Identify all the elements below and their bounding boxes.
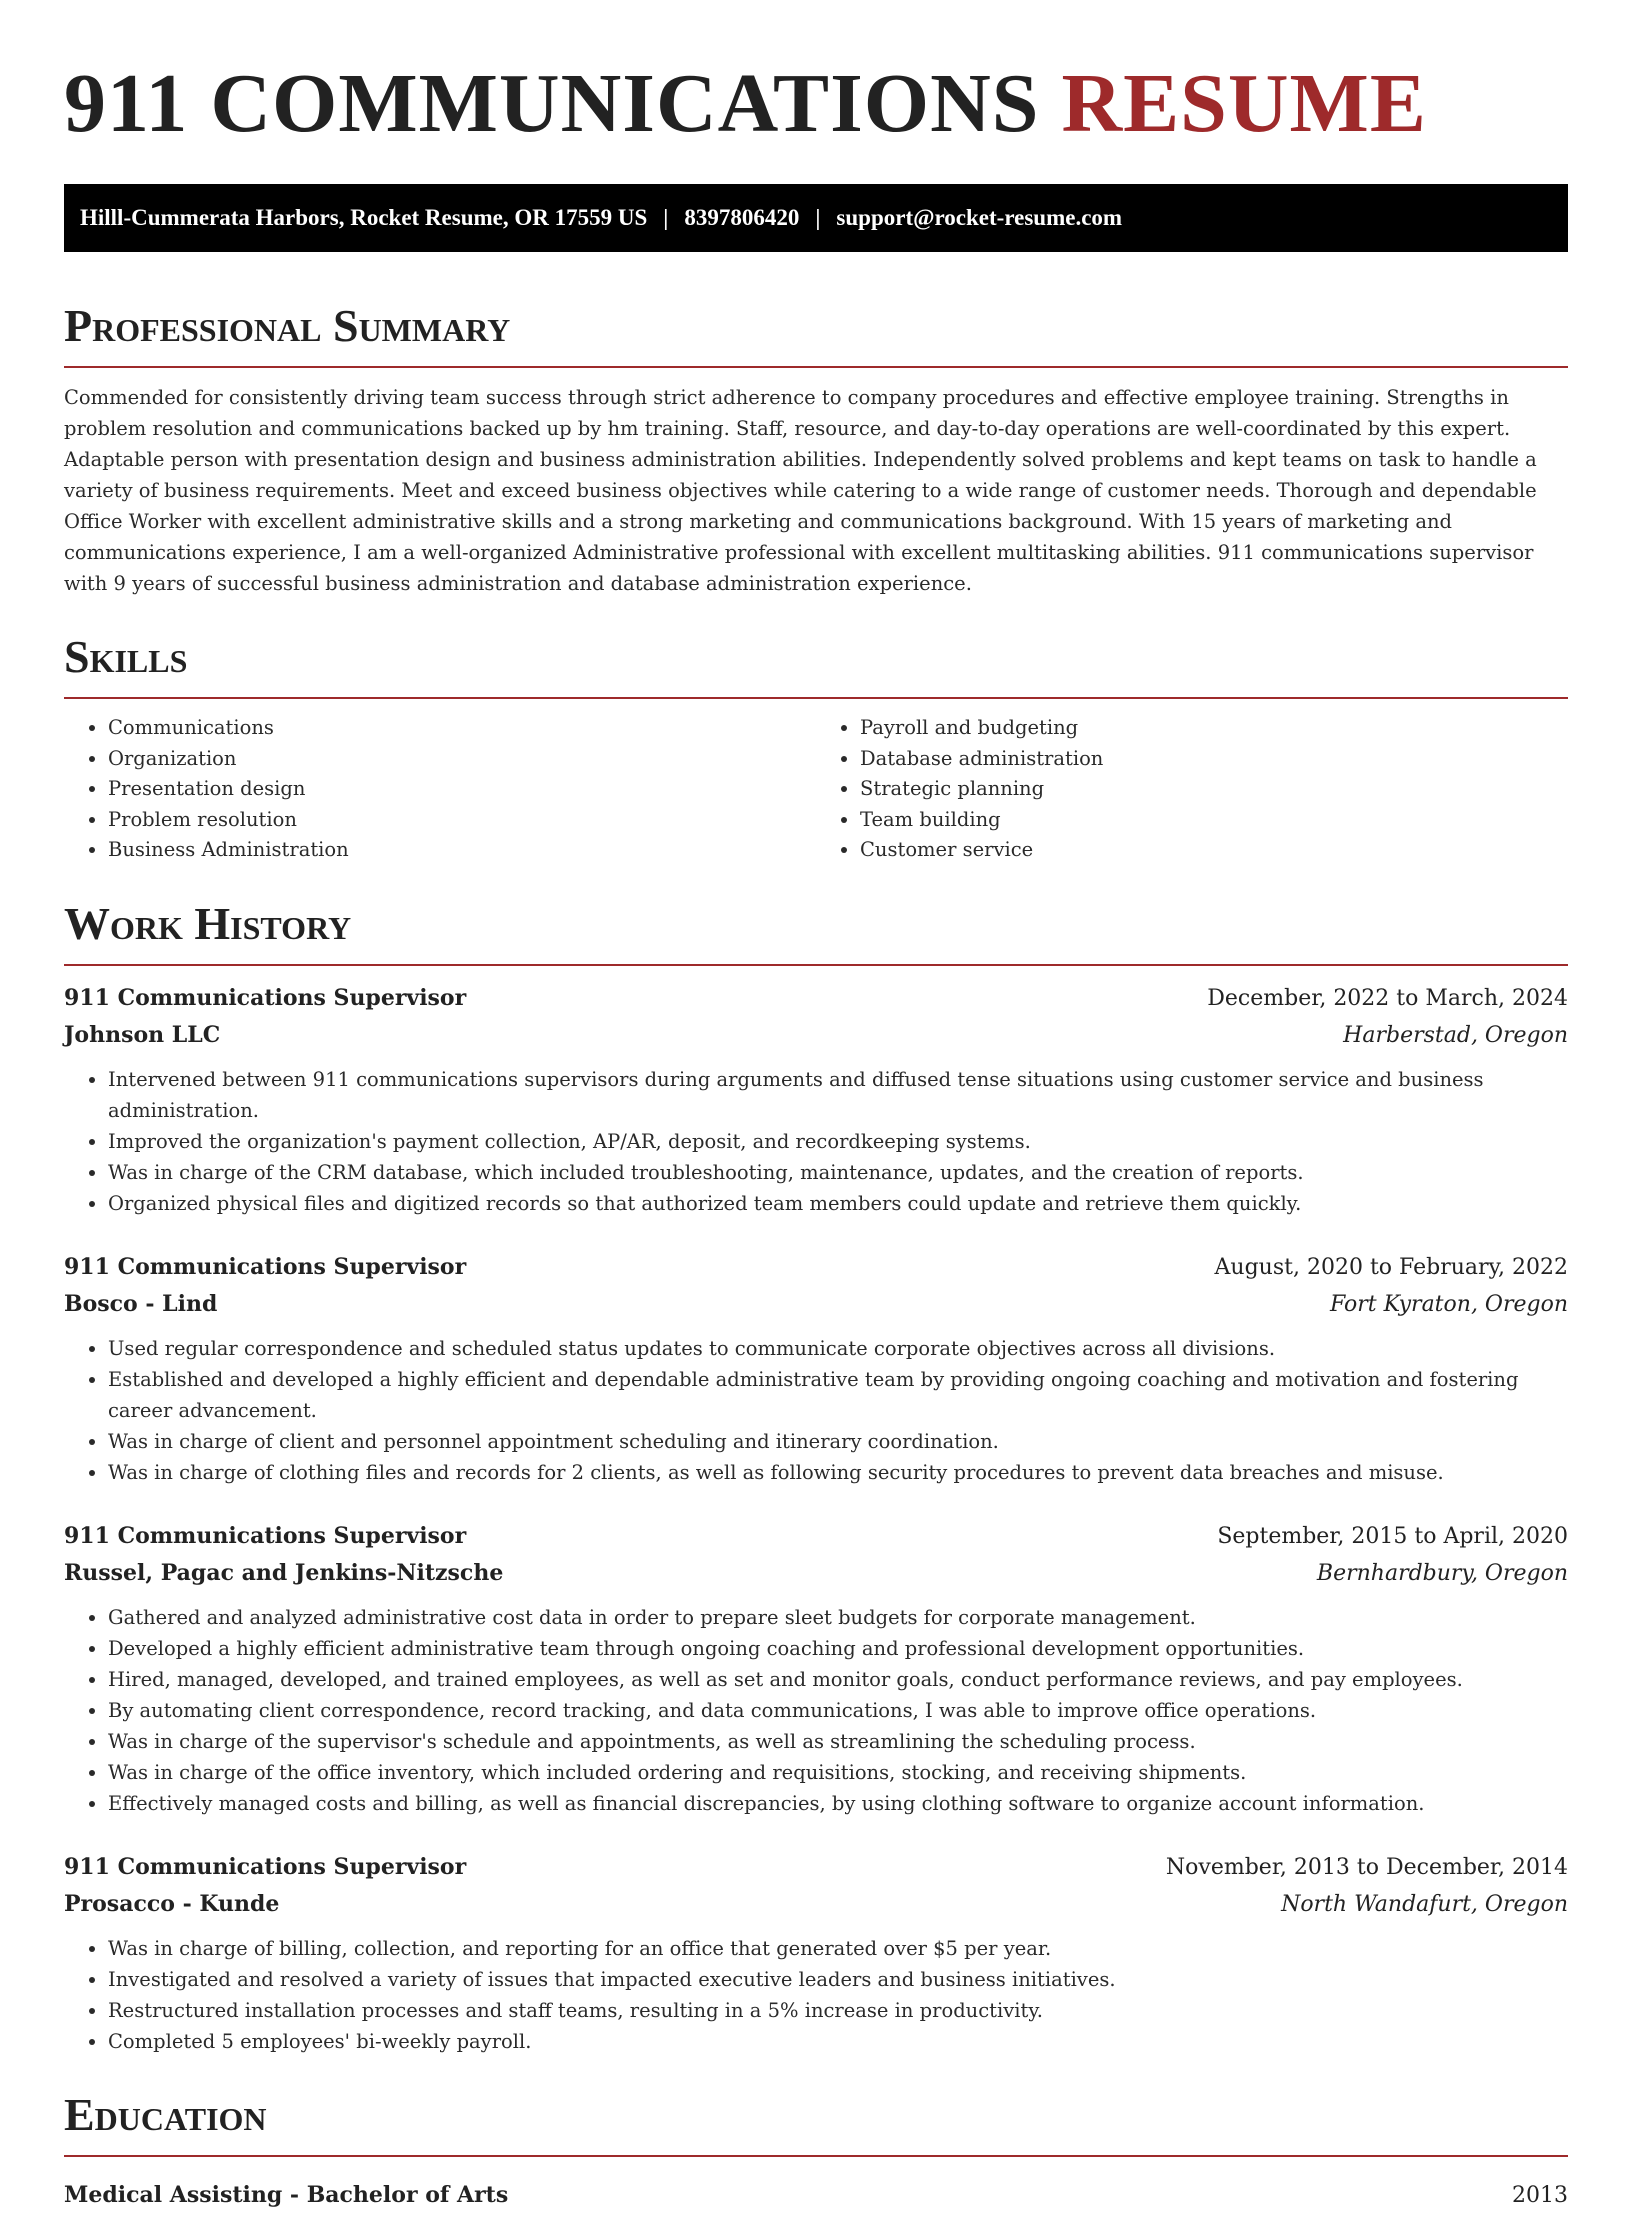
job-company-row <box>64 1555 1568 1592</box>
work-history-heading: Work History <box>64 896 1568 966</box>
job-bullet: • Was in charge of client and personnel appointment scheduling and itinerary coordination. <box>108 1426 1568 1457</box>
contact-address: Hilll-Cummerata Harbors, Rocket Resume, OR 17559 US <box>80 205 648 230</box>
summary-section <box>64 298 1568 599</box>
job-company-row <box>64 1017 1568 1054</box>
job-company: Johnson LLC <box>64 1021 221 1048</box>
job-bullet: • Was in charge of clothing files and records for 2 clients, as well as following security procedures to prevent data breaches and misuse. <box>108 1457 1568 1488</box>
job-bullets <box>64 1933 1568 2057</box>
contact-bar <box>64 184 1568 252</box>
job-entry <box>64 980 1568 1219</box>
job-bullet: • Effectively managed costs and billing, as well as financial discrepancies, by using clothing software to organize account information. <box>108 1788 1568 1819</box>
job-company: Prosacco - Kunde <box>64 1890 280 1917</box>
job-bullet: • Improved the organization's payment collection, AP/AR, deposit, and recordkeeping systems. <box>108 1126 1568 1157</box>
education-degree: Medical Assisting - Bachelor of Arts <box>64 2181 509 2208</box>
skill-item: • Team building <box>860 805 1568 836</box>
skills-heading: Skills <box>64 629 1568 699</box>
skill-item: • Payroll and budgeting <box>860 713 1568 744</box>
contact-separator: | <box>663 205 669 230</box>
summary-heading: Professional Summary <box>64 298 1568 368</box>
job-bullet: • Intervened between 911 communications supervisors during arguments and diffused tense situations using customer service and business administration. <box>108 1064 1568 1126</box>
skill-item: • Problem resolution <box>108 805 816 836</box>
summary-text: Commended for consistently driving team success through strict adherence to company procedures and effective employee training. Strengths in problem resolution and communications backed up by hm training. Staff, resource, and day-to-day operations are well-coordinated by this expert. Adaptable person with presentation design and business administration abilities. Independently solved problems and kept teams on task to handle a variety of business requirements. Meet and exceed business objectives while catering to a wide range of customer needs. Thorough and dependable Office Worker with excellent administrative skills and a strong marketing and communications background. With 15 years of marketing and communications experience, I am a well-organized Administrative professional with excellent multitasking abilities. 911 communications supervisor with 9 years of successful business administration and database administration experience. <box>64 386 1537 595</box>
job-header-row <box>64 1849 1568 1886</box>
job-company-row <box>64 1886 1568 1923</box>
education-section <box>64 2087 1568 2214</box>
work-history-section <box>64 896 1568 2057</box>
job-bullets <box>64 1064 1568 1219</box>
skill-item: • Customer service <box>860 835 1568 866</box>
job-bullet: • Restructured installation processes and staff teams, resulting in a 5% increase in productivity. <box>108 1995 1568 2026</box>
skill-item: • Business Administration <box>108 835 816 866</box>
job-dates: August, 2020 to February, 2022 <box>1214 1254 1568 1280</box>
job-company: Russel, Pagac and Jenkins-Nitzsche <box>64 1559 504 1586</box>
job-dates: December, 2022 to March, 2024 <box>1207 985 1568 1011</box>
job-bullet: • Was in charge of the CRM database, which included troubleshooting, maintenance, updates, and the creation of reports. <box>108 1157 1568 1188</box>
education-year: 2013 <box>1512 2182 1568 2208</box>
job-location: Fort Kyraton, Oregon <box>1329 1291 1568 1317</box>
skill-item: • Communications <box>108 713 816 744</box>
job-title: 911 Communications Supervisor <box>64 1522 467 1549</box>
job-title: 911 Communications Supervisor <box>64 1253 467 1280</box>
job-location: Bernhardbury, Oregon <box>1316 1560 1568 1586</box>
job-bullet: • Used regular correspondence and scheduled status updates to communicate corporate objectives across all divisions. <box>108 1333 1568 1364</box>
resume-title <box>64 56 1568 152</box>
job-bullets <box>64 1333 1568 1488</box>
job-entry <box>64 1849 1568 2057</box>
job-bullet: • Investigated and resolved a variety of issues that impacted executive leaders and business initiatives. <box>108 1964 1568 1995</box>
job-bullet: • Established and developed a highly efficient and dependable administrative team by providing ongoing coaching and motivation and fostering career advancement. <box>108 1364 1568 1426</box>
job-bullet: • By automating client correspondence, record tracking, and data communications, I was able to improve office operations. <box>108 1695 1568 1726</box>
education-heading: Education <box>64 2087 1568 2157</box>
job-location: North Wandafurt, Oregon <box>1281 1891 1568 1917</box>
contact-phone[interactable]: 8397806420 <box>684 205 800 230</box>
contact-separator: | <box>815 205 821 230</box>
job-bullet: • Developed a highly efficient administrative team through ongoing coaching and professional development opportunities. <box>108 1633 1568 1664</box>
job-bullet: • Was in charge of billing, collection, and reporting for an office that generated over $5 per year. <box>108 1933 1568 1964</box>
title-main: 911 COMMUNICATIONS <box>64 57 1040 150</box>
skills-column-left <box>64 713 816 866</box>
skills-list <box>64 713 1568 866</box>
job-dates: November, 2013 to December, 2014 <box>1165 1854 1568 1880</box>
education-row <box>64 2177 1568 2214</box>
job-bullets <box>64 1602 1568 1819</box>
skills-section <box>64 629 1568 866</box>
job-header-row <box>64 980 1568 1017</box>
job-dates: September, 2015 to April, 2020 <box>1217 1523 1568 1549</box>
job-entry <box>64 1249 1568 1488</box>
job-location: Harberstad, Oregon <box>1343 1022 1568 1048</box>
job-bullet: • Organized physical files and digitized records so that authorized team members could update and retrieve them quickly. <box>108 1188 1568 1219</box>
job-company: Bosco - Lind <box>64 1290 218 1317</box>
job-bullet: • Completed 5 employees' bi-weekly payroll. <box>108 2026 1568 2057</box>
job-bullet: • Was in charge of the office inventory, which included ordering and requisitions, stocking, and receiving shipments. <box>108 1757 1568 1788</box>
job-bullet: • Was in charge of the supervisor's schedule and appointments, as well as streamlining the scheduling process. <box>108 1726 1568 1757</box>
skill-item: • Strategic planning <box>860 774 1568 805</box>
resume-page <box>64 0 1568 2214</box>
job-entry <box>64 1518 1568 1819</box>
job-title: 911 Communications Supervisor <box>64 1853 467 1880</box>
title-accent: RESUME <box>1061 57 1427 150</box>
skill-item: • Organization <box>108 744 816 775</box>
skill-item: • Presentation design <box>108 774 816 805</box>
skill-item: • Database administration <box>860 744 1568 775</box>
job-company-row <box>64 1286 1568 1323</box>
job-header-row <box>64 1249 1568 1286</box>
job-header-row <box>64 1518 1568 1555</box>
job-bullet: • Hired, managed, developed, and trained employees, as well as set and monitor goals, conduct performance reviews, and pay employees. <box>108 1664 1568 1695</box>
contact-email[interactable]: support@rocket-resume.com <box>836 205 1123 230</box>
job-title: 911 Communications Supervisor <box>64 984 467 1011</box>
skills-column-right <box>816 713 1568 866</box>
job-bullet: • Gathered and analyzed administrative cost data in order to prepare sleet budgets for corporate management. <box>108 1602 1568 1633</box>
